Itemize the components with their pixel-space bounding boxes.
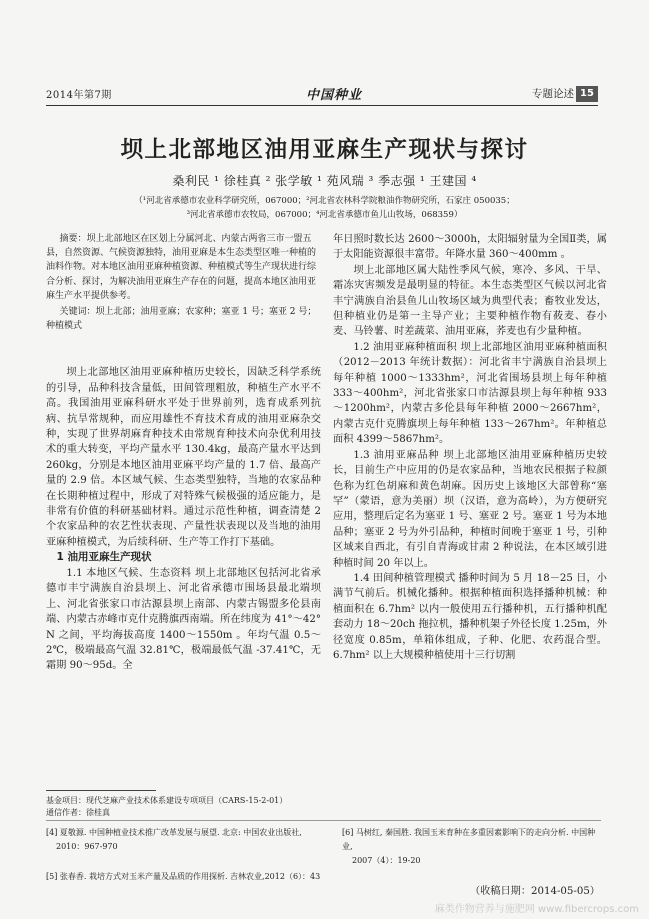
- page-number: 15: [576, 86, 598, 102]
- section-1-2-paragraph: 1.2 油用亚麻种植面积 坝上北部地区油用亚麻种植面积（2012－2013 年统计数据）：河北省丰宁满族自治县坝上每年种植 1000～1333hm²，河北省围场县坝上每年种植 333～400hm²，河北省张家口市沽源县坝上每年种植 933～1200hm²，内蒙古多伦县每年种植 2000～2667hm²，内蒙古克什克腾旗坝上每年种植 133～267hm²。年种植总面积 4399～5867hm²。: [333, 341, 607, 446]
- references-rule: [46, 820, 601, 821]
- section-1-1-paragraph: 1.1 本地区气候、生态资料 坝上北部地区包括河北省承德市丰宁满族自治县坝上、河北省承德市围场县最北端坝上、河北省张家口市沽源县坝上南部、内蒙古锡盟多伦县南端、内蒙古赤峰市克什克腾旗西南端。所在纬度为 41°～42° N 之间，平均海拔高度 1400～1550m 。年均气温 0.5～2℃，极端最高气温 32.81℃，极端最低气温 -37.41℃，无霜期 90～95d。全: [46, 567, 321, 672]
- section-label: 专题论述: [532, 88, 574, 100]
- issue-label: 2014年第7期: [46, 90, 112, 101]
- footnote-rule: [46, 790, 156, 791]
- affiliation-line: ³河北省承德市农牧局，067000；⁴河北省承德市鱼儿山牧场，068359）: [186, 210, 463, 220]
- reference-item: [46, 826, 331, 854]
- intro-paragraph: 坝上北部地区油用亚麻种植历史较长，因缺乏科学系统的引导，品种科技含量低，田间管理粗放，种植生产水平不高。我国油用亚麻科研水平处于世界前列，选育成系列抗病、抗旱常规种，而应用雄性不育技术育成的油用亚麻杂交种，实现了世界胡麻育种技术由常规育种技术向杂优利用技术的重大转变，平均产量水平 130.4kg，最高产量水平达到 260kg，分别是本地区油用亚麻平均产量的 1.7 倍、最高产量的 2.9 倍。本区域气候、生态类型独特，当地的农家品种在长期种植过程中，形成了对特殊气候极强的适应能力，是非常有价值的科研基础材料。通过示范性种植，调查清楚 2 个农家品种的农艺性状表现、产量性状表现以及当地的油用亚麻种植模式，为后续科研、生产等工作打下基础。: [46, 367, 321, 548]
- right-column: [333, 232, 607, 663]
- author-list: 桑利民 ¹ 徐桂真 ² 张学敏 ¹ 苑风瑞 ³ 季志强 ¹ 王建国 ⁴: [172, 174, 477, 188]
- journal-logo: 中国种业: [306, 88, 363, 103]
- section-1-4-paragraph: 1.4 田间种植管理模式 播种时间为 5 月 18－25 日，小满节气前后。机械化播种。根据种植面积选择播种机械：种植面积在 6.7hm² 以内一般使用五行播种机，五行播种机配套动力 18～20ch 拖拉机，播种机架子外径长度 1.25m，外径宽度 0.85m，单箱体组成，子种、化肥、农药混合型。6.7hm² 以上大规模种植使用十三行切割: [333, 572, 607, 661]
- funding-line: 基金项目：现代芝麻产业技术体系建设专项项目（CARS-15-2-01）: [46, 796, 288, 805]
- keywords: 关键词：坝上北部；油用亚麻；农家种；塞亚 1 号；塞亚 2 号；种植模式: [46, 307, 317, 332]
- section-heading: 1 油用亚麻生产现状: [56, 551, 152, 564]
- climate-paragraph: 坝上北部地区属大陆性季风气候，寒冷、多风、干旱、霜冻灾害频发是最明显的特征。本生态类型区气候以河北省丰宁满族自治县鱼儿山牧场区域为典型代表；畜牧业发达，但种植业仍是第一主导产业；主要种植作物有莜麦、春小麦、马铃薯、时差蔬菜、油用亚麻，荞麦也有少量种植。: [333, 264, 607, 338]
- affiliation-line: （¹河北省承德市农业科学研究所，067000；²河北省农林科学院粮油作物研究所，石家庄 050035；: [134, 196, 515, 206]
- reference-item: [5] 张春香. 栽培方式对玉米产量及品质的作用探析. 吉林农业,2012（6）：43: [46, 872, 321, 881]
- left-column: [46, 232, 321, 674]
- abstract: 摘要：坝上北部地区在区划上分属河北、内蒙古两省三市一盟五县，自然资源、气候资源独特，油用亚麻是本生态类型区唯一种植的油料作物。对本地区油用亚麻种植资源、种植模式等生产现状进行综合分析、探讨，为解决油用亚麻生产存在的问题，提高本地区油用亚麻生产水平提供参考。: [46, 234, 317, 301]
- running-header: [46, 84, 612, 104]
- funding-footnote: [46, 795, 287, 819]
- received-date: （收稿日期：2014-05-05）: [469, 886, 600, 897]
- reference-text: [4] 夏敬源. 中国种植业技术推广改革发展与展望. 北京: 中国农业出版社,: [46, 828, 302, 837]
- watermark: 麻类作物营养与施肥网 www.fibercrops.com: [434, 904, 639, 915]
- header-rule: [46, 105, 598, 106]
- continued-paragraph: 年日照时数长达 2600～3000h，太阳辐射量为全国Ⅱ类，属于太阳能资源很丰富带。年降水量 360～400mm 。: [333, 234, 607, 261]
- article-title: 坝上北部地区油用亚麻生产现状与探讨: [120, 137, 529, 163]
- reference-text: 2007（4）：19-20: [352, 856, 421, 865]
- reference-text: 2010：967-970: [56, 842, 118, 851]
- corresponding-author-line: 通信作者：徐桂真: [46, 808, 110, 817]
- reference-item: [342, 826, 602, 868]
- section-1-3-paragraph: 1.3 油用亚麻品种 坝上北部地区油用亚麻种植历史较长，目前生产中应用的仍是农家品种，当地农民根据子粒颜色称为红色胡麻和黄色胡麻。因历史上该地区大部曾称“塞罕”（蒙语，意为美丽）坝（汉语，意为高岭），为方便研究应用，整理后定名为塞亚 1 号、塞亚 2 号。塞亚 1 号为本地品种；塞亚 2 号为外引品种，种植时间晚于塞亚 1 号，引种区域来自西北，有引自青海或甘肃 2 种说法，在本区域引进种植时间 20 年以上。: [333, 449, 607, 569]
- reference-text: [6] 马树红, 秦国胜. 我国玉米育种在多重因素影响下的走向分析. 中国种业,: [342, 828, 596, 851]
